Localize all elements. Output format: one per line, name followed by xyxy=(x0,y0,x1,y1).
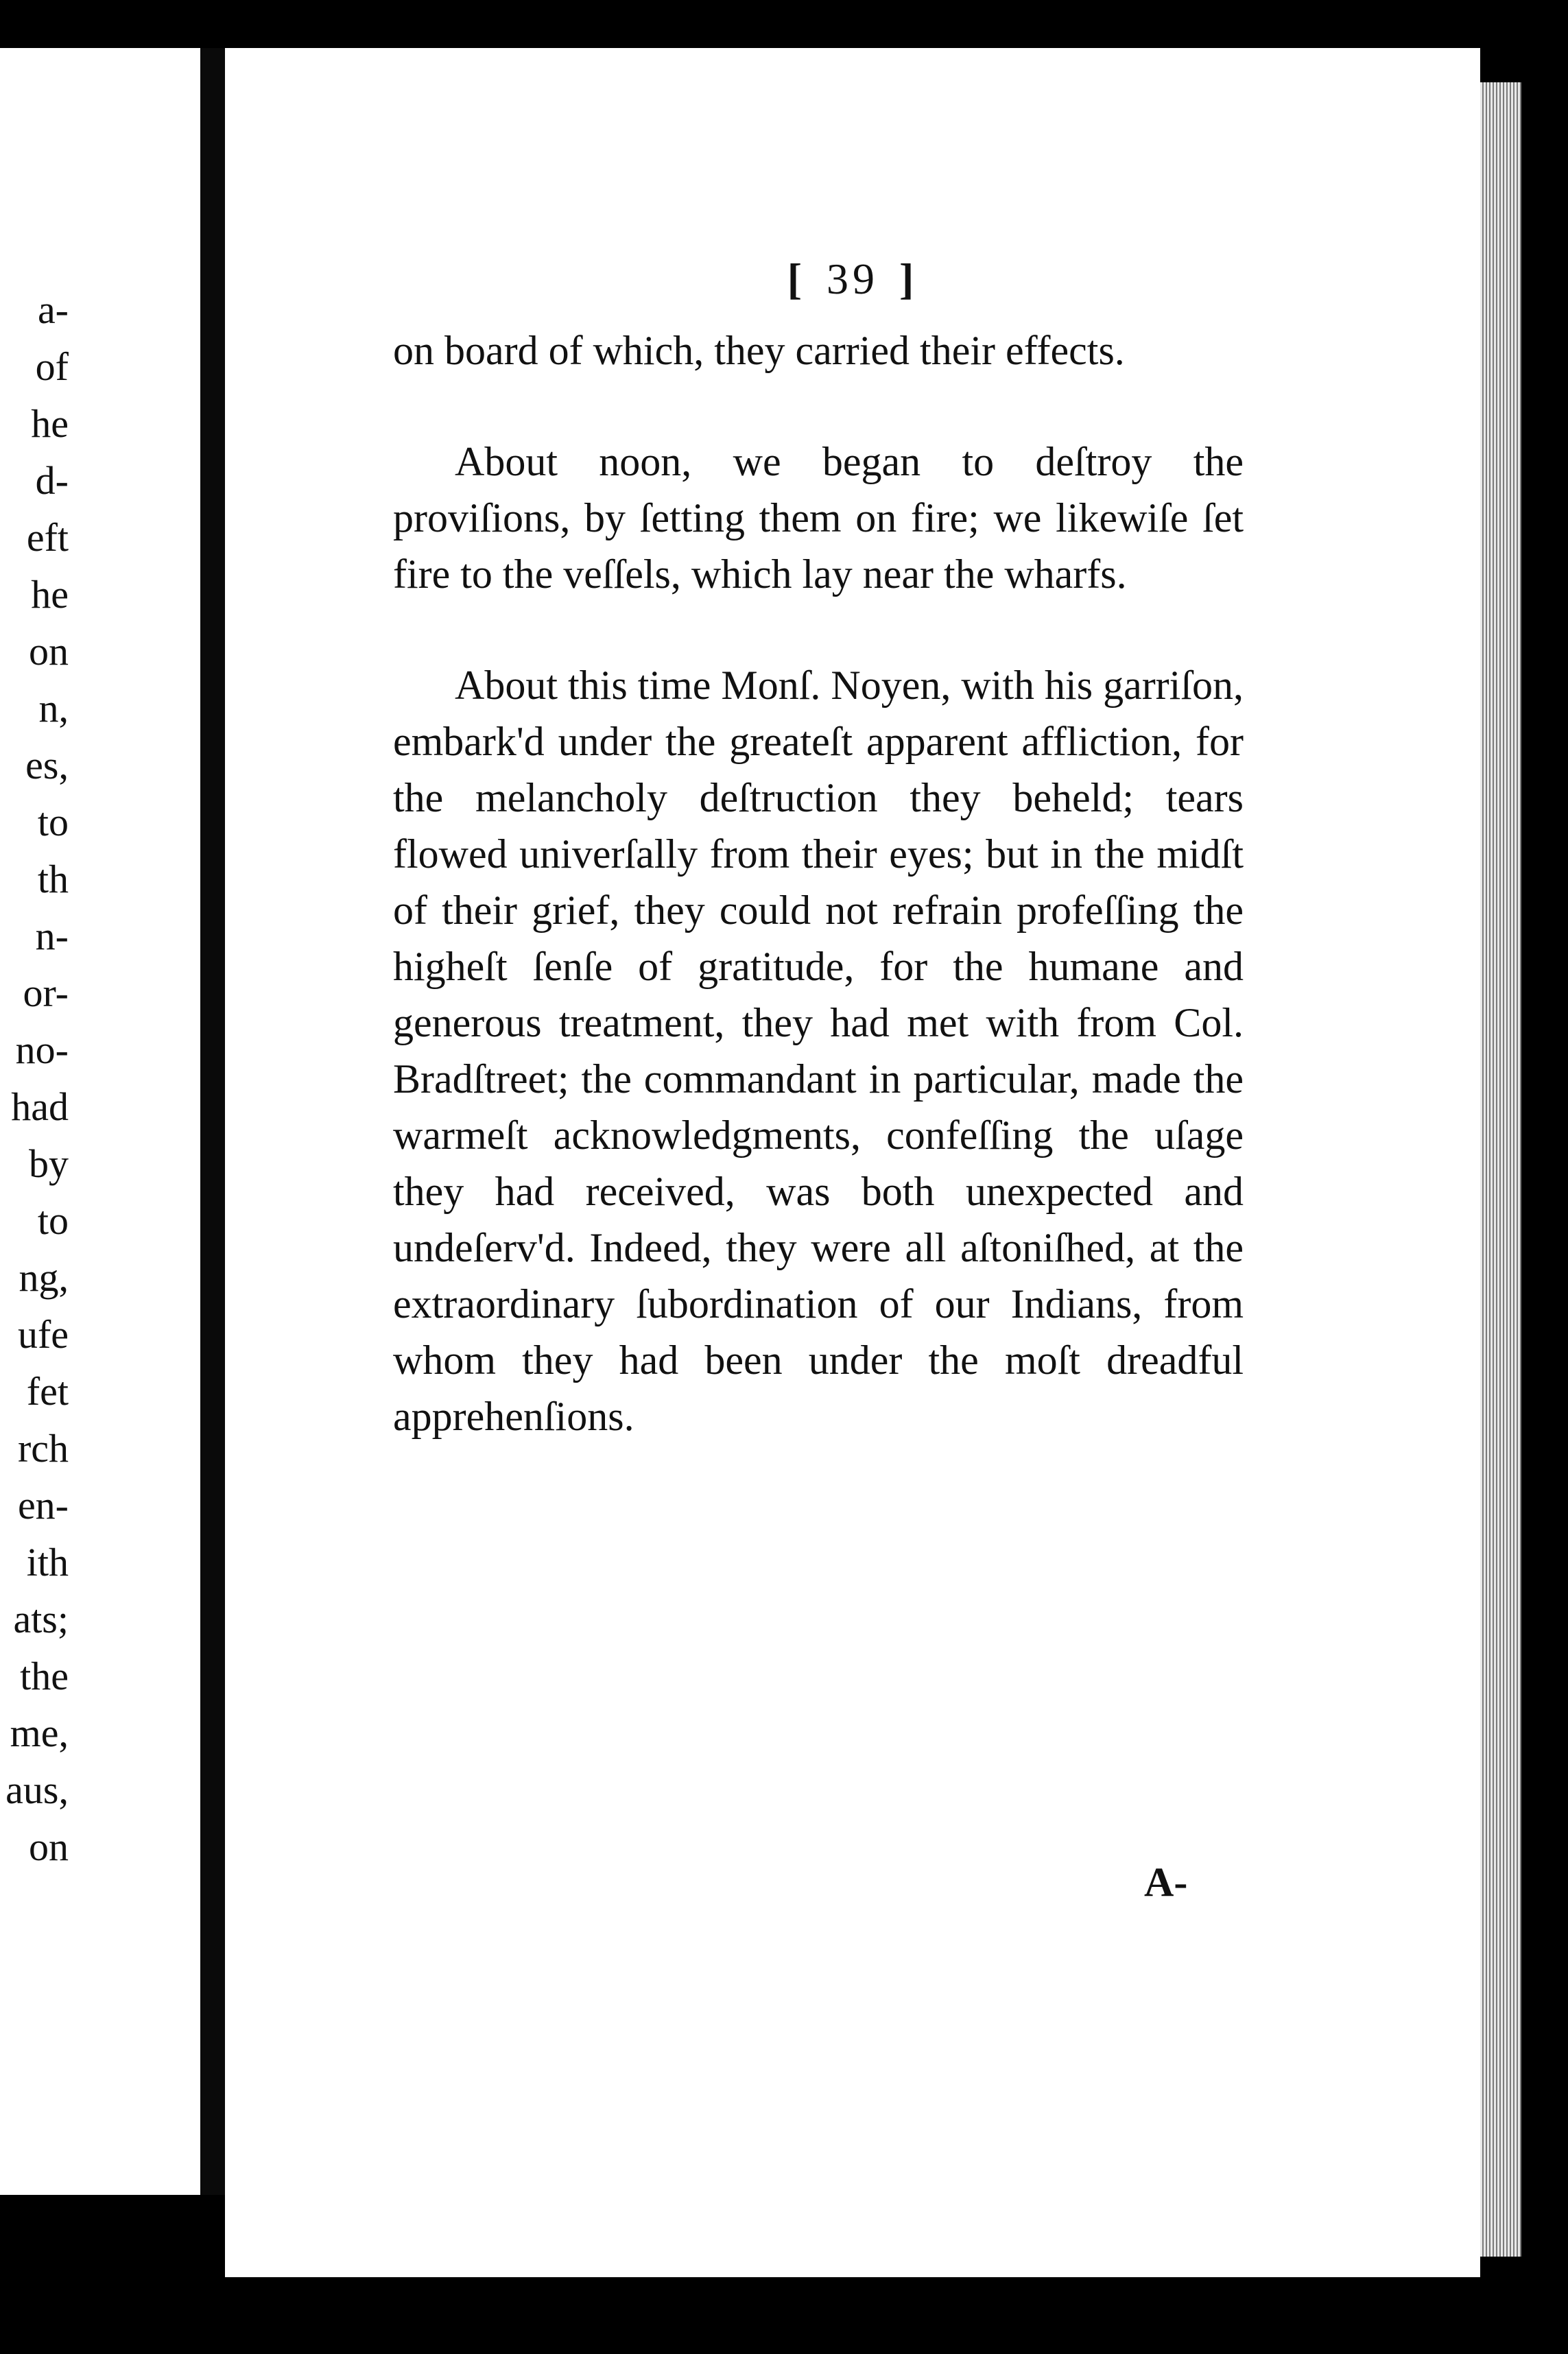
paragraph-about-noon: About noon, we began to deſtroy the proviſions, by ſetting them on fire; we likewiſe ſet fire to the veſſels, which lay near the wharfs. xyxy=(393,439,1244,597)
folio-number: 39 xyxy=(827,254,879,303)
folio-open-bracket: [ xyxy=(787,254,806,303)
facing-page-fragment: fet xyxy=(26,1369,69,1414)
paragraph-continuation: on board of which, they carried their effects. xyxy=(393,328,1125,373)
facing-page-fragment: no- xyxy=(15,1027,69,1072)
facing-page-fragment: a- xyxy=(37,287,69,332)
facing-page-fragment: on xyxy=(29,629,69,674)
facing-page-fragment: ats; xyxy=(13,1597,69,1641)
body-text xyxy=(393,322,1244,1499)
page-number xyxy=(225,254,1480,305)
facing-page-fragment: he xyxy=(31,572,69,617)
facing-page-fragment: the xyxy=(20,1654,69,1698)
catchword: A- xyxy=(1144,1859,1188,1905)
facing-page-fragment: th xyxy=(37,857,69,901)
facing-page-fragment: to xyxy=(37,800,69,844)
facing-page-fragment: ng, xyxy=(19,1255,69,1300)
facing-page-fragment: or- xyxy=(23,971,69,1015)
facing-page-fragment: he xyxy=(31,401,69,446)
facing-page-fragment: to xyxy=(37,1198,69,1243)
folio-close-bracket: ] xyxy=(899,254,918,303)
facing-page-fragment: ith xyxy=(26,1540,69,1584)
facing-page-fragment: of xyxy=(35,344,69,389)
facing-page-fragment: ufe xyxy=(17,1312,69,1357)
facing-page-fragment: es, xyxy=(25,743,69,787)
facing-page-fragment: en- xyxy=(17,1483,69,1527)
facing-page-text-fragments xyxy=(0,281,69,1875)
facing-page-left xyxy=(0,48,200,2195)
facing-page-fragment: on xyxy=(29,1824,69,1869)
facing-page-fragment: d- xyxy=(35,458,69,503)
facing-page-fragment: n, xyxy=(38,686,69,730)
book-gutter xyxy=(200,48,225,2195)
page-edges xyxy=(1480,82,1521,2257)
facing-page-fragment: had xyxy=(11,1084,69,1129)
facing-page-fragment: aus, xyxy=(5,1768,69,1812)
facing-page-fragment: rch xyxy=(17,1426,69,1471)
facing-page-fragment: n- xyxy=(35,914,69,958)
book-page xyxy=(225,48,1480,2277)
facing-page-fragment: by xyxy=(29,1141,69,1186)
facing-page-fragment: eft xyxy=(26,515,69,560)
facing-page-fragment: me, xyxy=(10,1711,69,1755)
paragraph-about-this-time: About this time Monſ. Noyen, with his garriſon, embark'd under the greateſt apparent affliction, for the melancholy deſtruction they beheld; tears flowed univerſally from their eyes; but in the midſt of their grief, they could not refrain profeſſing the higheſt ſenſe of gratitude, for the humane and generous treatment, they had met with from Col. Bradſtreet; the commandant in particular, made the warmeſt acknowledgments, confeſſing the uſage they had received, was both unexpected and undeſerv'd. Indeed, they were all aſtoniſhed, at the extraordinary ſubordination of our Indians, from whom they had been under the moſt dreadful apprehenſions. xyxy=(393,663,1244,1439)
